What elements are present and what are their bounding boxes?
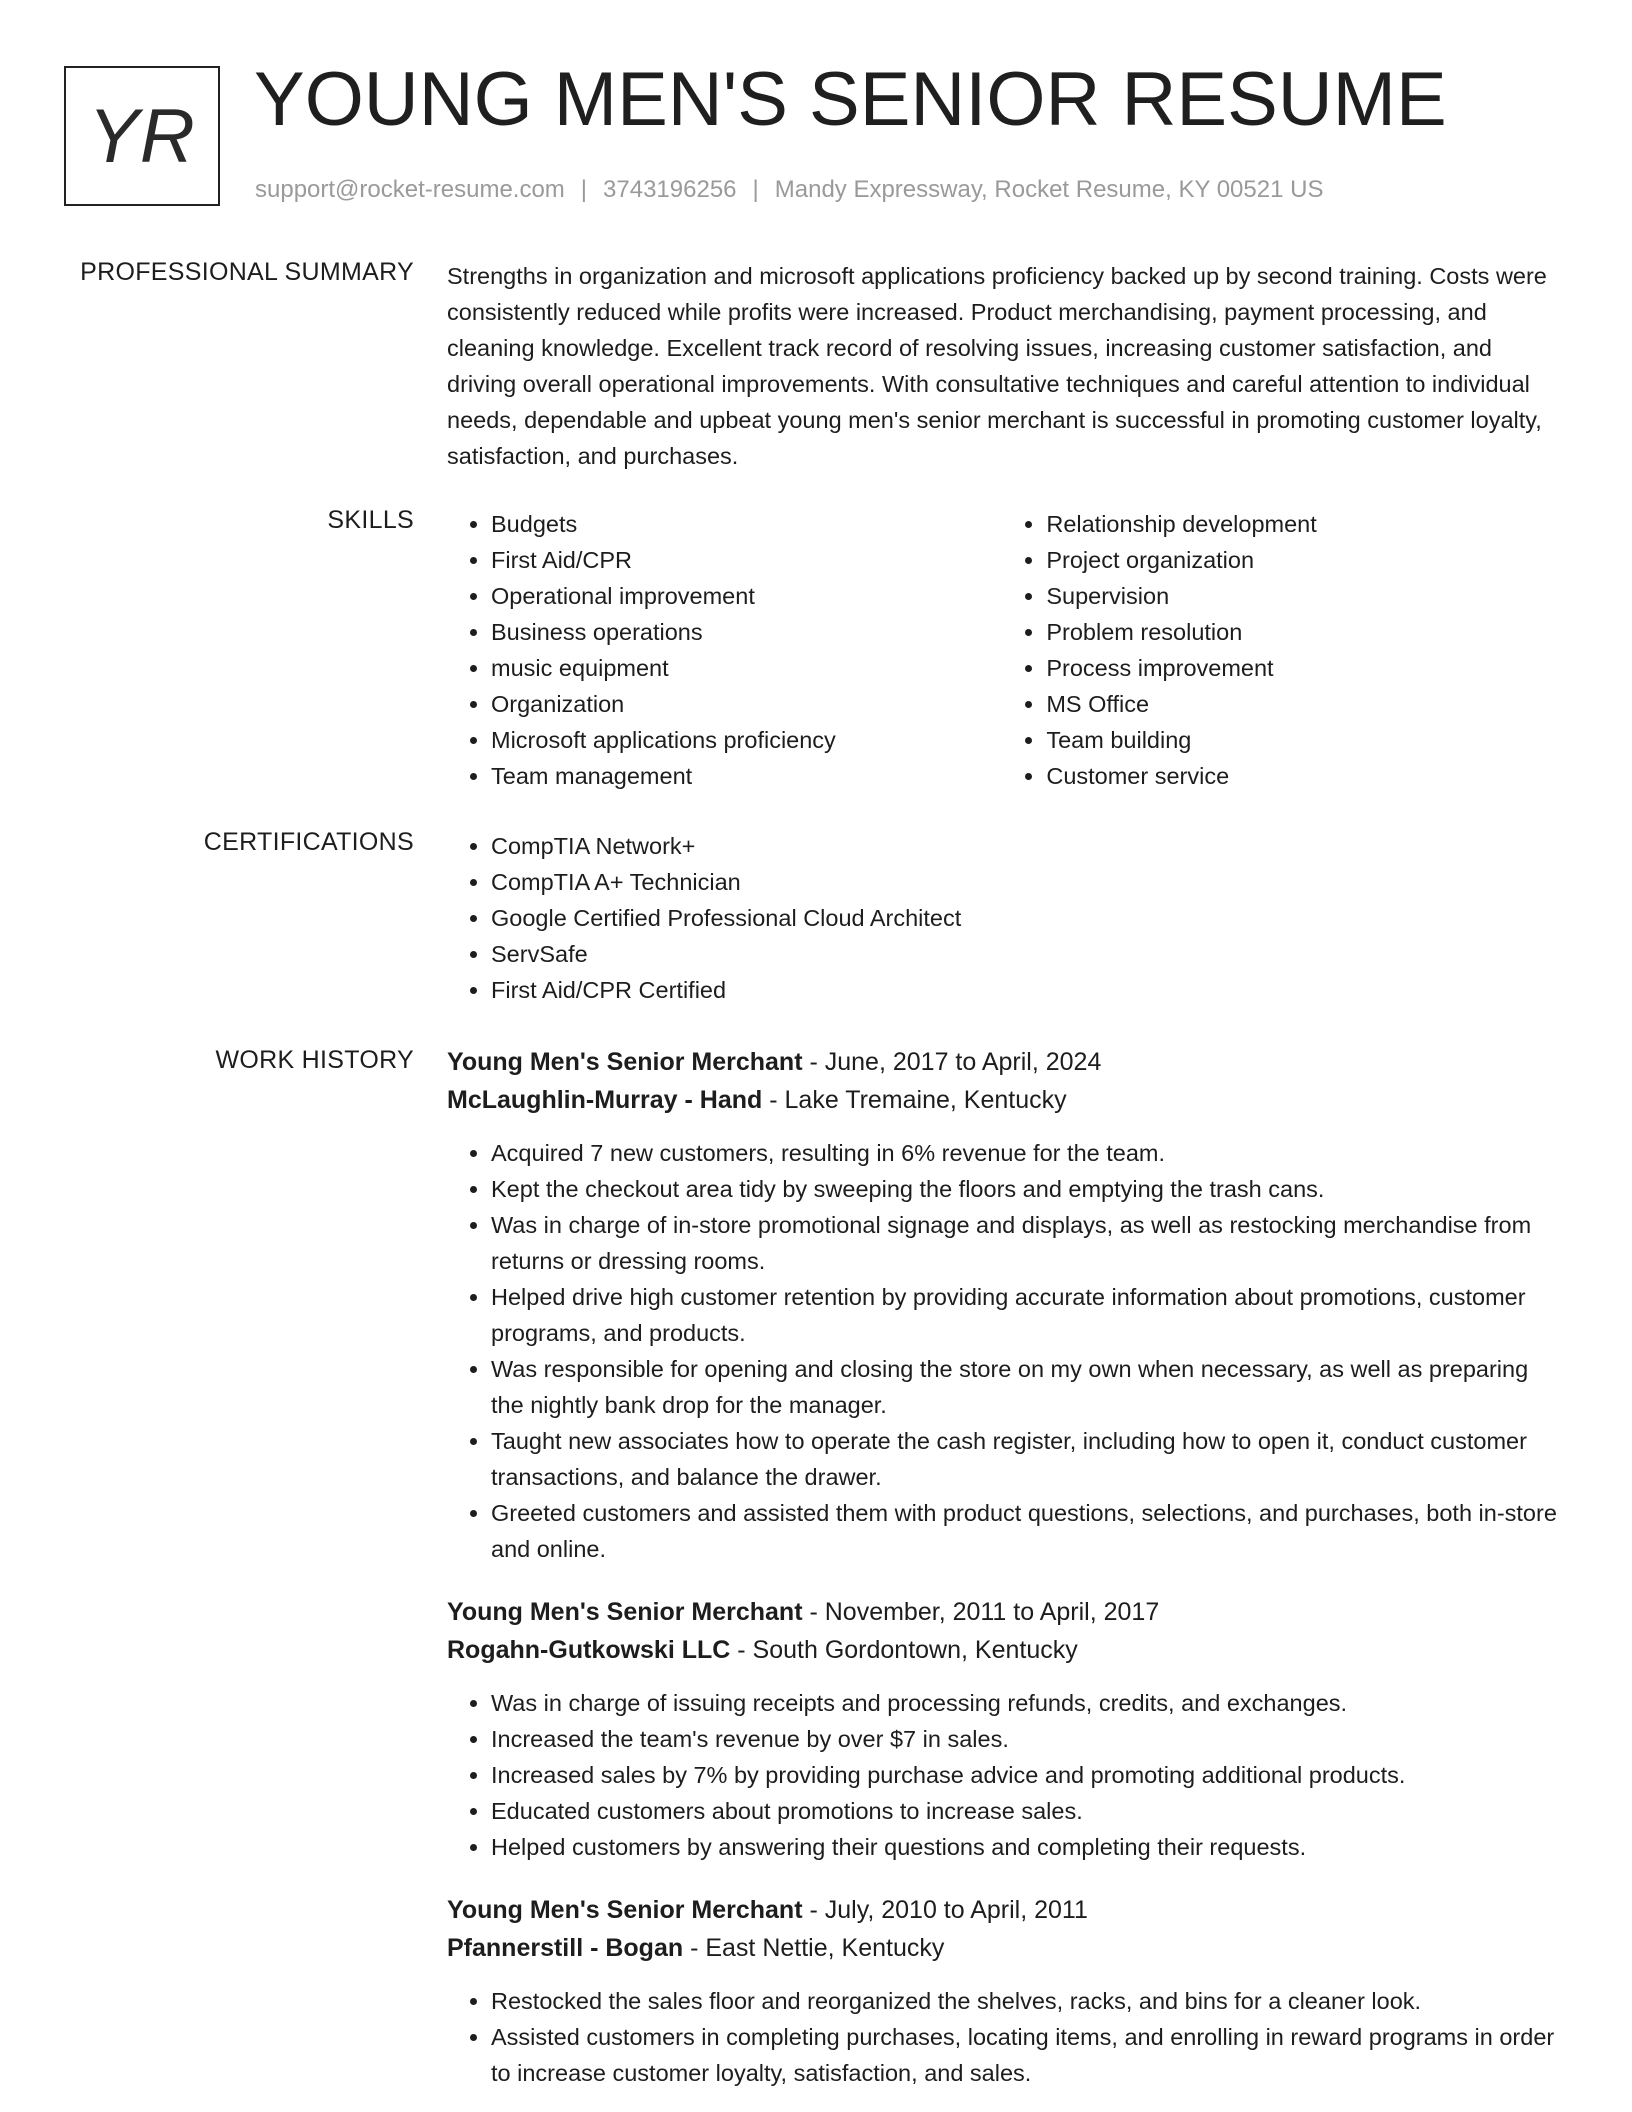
contact-line <box>255 176 1323 204</box>
skills-list-right <box>1002 506 1567 794</box>
skill-item: • Project organization <box>1046 542 1567 578</box>
job-duty: • Was responsible for opening and closing the store on my own when necessary, as well as preparing the nightly bank drop for the manager. <box>491 1351 1567 1423</box>
skill-item: • Organization <box>491 686 1002 722</box>
job-location: - South Gordontown, Kentucky <box>730 1636 1078 1664</box>
skill-item: • Problem resolution <box>1046 614 1567 650</box>
skill-item: • Team building <box>1046 722 1567 758</box>
job-location: - Lake Tremaine, Kentucky <box>762 1086 1067 1114</box>
certifications-body <box>447 828 1567 1008</box>
section-label-work-history: WORK HISTORY <box>215 1046 414 1074</box>
summary-text: Strengths in organization and microsoft applications proficiency backed up by second training. Costs were consistently reduced while profits were increased. Product merchandising, payment processing, and cleaning knowledge. Excellent track record of resolving issues, increasing customer satisfaction, and driving overall operational improvements. With consultative techniques and careful attention to individual needs, dependable and upbeat young men's senior merchant is successful in promoting customer loyalty, satisfaction, and purchases. <box>447 263 1547 469</box>
skill-item: • First Aid/CPR <box>491 542 1002 578</box>
job-entry <box>447 1043 1567 1567</box>
job-dates: - June, 2017 to April, 2024 <box>802 1048 1102 1076</box>
job-title: Young Men's Senior Merchant <box>447 1598 803 1626</box>
resume-title: YOUNG MEN'S SENIOR RESUME <box>254 57 1447 142</box>
job-duty: • Taught new associates how to operate the cash register, including how to open it, conduct customer transactions, and balance the drawer. <box>491 1423 1567 1495</box>
job-title-line <box>447 1593 1567 1631</box>
section-label-skills: SKILLS <box>327 506 414 534</box>
certification-item: • ServSafe <box>491 936 1567 972</box>
job-company-line <box>447 1081 1567 1119</box>
job-company: Pfannerstill - Bogan <box>447 1934 684 1962</box>
certifications-list <box>447 828 1567 1008</box>
skills-body <box>447 506 1567 794</box>
job-title-line <box>447 1043 1567 1081</box>
monogram-logo: YR <box>64 66 220 206</box>
job-entry <box>447 1593 1567 1865</box>
job-dates: - November, 2011 to April, 2017 <box>802 1598 1160 1626</box>
job-duty: • Educated customers about promotions to increase sales. <box>491 1793 1567 1829</box>
job-company: McLaughlin-Murray - Hand <box>447 1086 763 1114</box>
contact-separator: | <box>752 176 759 203</box>
work-history-body <box>447 1043 1567 2091</box>
skill-item: • Process improvement <box>1046 650 1567 686</box>
job-duty: • Was in charge of in-store promotional signage and displays, as well as restocking merchandise from returns or dressing rooms. <box>491 1207 1567 1279</box>
summary-body <box>447 258 1567 474</box>
job-company: Rogahn-Gutkowski LLC <box>447 1636 731 1664</box>
job-duty: • Helped customers by answering their questions and completing their requests. <box>491 1829 1567 1865</box>
job-entry <box>447 1891 1567 2091</box>
job-duty: • Restocked the sales floor and reorganized the shelves, racks, and bins for a cleaner look. <box>491 1983 1567 2019</box>
job-title: Young Men's Senior Merchant <box>447 1896 803 1924</box>
job-title: Young Men's Senior Merchant <box>447 1048 803 1076</box>
skills-list-left <box>447 506 1002 794</box>
skill-item: • Team management <box>491 758 1002 794</box>
skill-item: • Budgets <box>491 506 1002 542</box>
job-dates: - July, 2010 to April, 2011 <box>802 1896 1088 1924</box>
section-label-certifications: CERTIFICATIONS <box>203 828 414 856</box>
contact-address: Mandy Expressway, Rocket Resume, KY 00521 US <box>774 176 1324 203</box>
certification-item: • CompTIA Network+ <box>491 828 1567 864</box>
job-duties-list <box>447 1135 1567 1567</box>
job-duty: • Assisted customers in completing purchases, locating items, and enrolling in reward programs in order to increase customer loyalty, satisfaction, and sales. <box>491 2019 1567 2091</box>
skill-item: • Microsoft applications proficiency <box>491 722 1002 758</box>
job-duty: • Increased the team's revenue by over $7 in sales. <box>491 1721 1567 1757</box>
skill-item: • music equipment <box>491 650 1002 686</box>
job-title-line <box>447 1891 1567 1929</box>
skill-item: • Supervision <box>1046 578 1567 614</box>
job-duty: • Was in charge of issuing receipts and processing refunds, credits, and exchanges. <box>491 1685 1567 1721</box>
contact-separator: | <box>580 176 588 203</box>
job-duty: • Greeted customers and assisted them with product questions, selections, and purchases, both in-store and online. <box>491 1495 1567 1567</box>
certification-item: • CompTIA A+ Technician <box>491 864 1567 900</box>
job-duties-list <box>447 1685 1567 1865</box>
certification-item: • First Aid/CPR Certified <box>491 972 1567 1008</box>
job-company-line <box>447 1631 1567 1669</box>
contact-phone: 3743196256 <box>603 176 737 203</box>
certification-item: • Google Certified Professional Cloud Architect <box>491 900 1567 936</box>
job-duty: • Kept the checkout area tidy by sweeping the floors and emptying the trash cans. <box>491 1171 1567 1207</box>
job-company-line <box>447 1929 1567 1967</box>
job-duty: • Increased sales by 7% by providing purchase advice and promoting additional products. <box>491 1757 1567 1793</box>
skill-item: • MS Office <box>1046 686 1567 722</box>
job-location: - East Nettie, Kentucky <box>683 1934 945 1962</box>
skill-item: • Relationship development <box>1046 506 1567 542</box>
job-duty: • Acquired 7 new customers, resulting in 6% revenue for the team. <box>491 1135 1567 1171</box>
section-label-summary: PROFESSIONAL SUMMARY <box>80 258 414 286</box>
skill-item: • Operational improvement <box>491 578 1002 614</box>
skill-item: • Customer service <box>1046 758 1567 794</box>
job-duty: • Helped drive high customer retention by providing accurate information about promotions, customer programs, and products. <box>491 1279 1567 1351</box>
skill-item: • Business operations <box>491 614 1002 650</box>
job-duties-list <box>447 1983 1567 2091</box>
contact-email: support@rocket-resume.com <box>255 176 565 203</box>
